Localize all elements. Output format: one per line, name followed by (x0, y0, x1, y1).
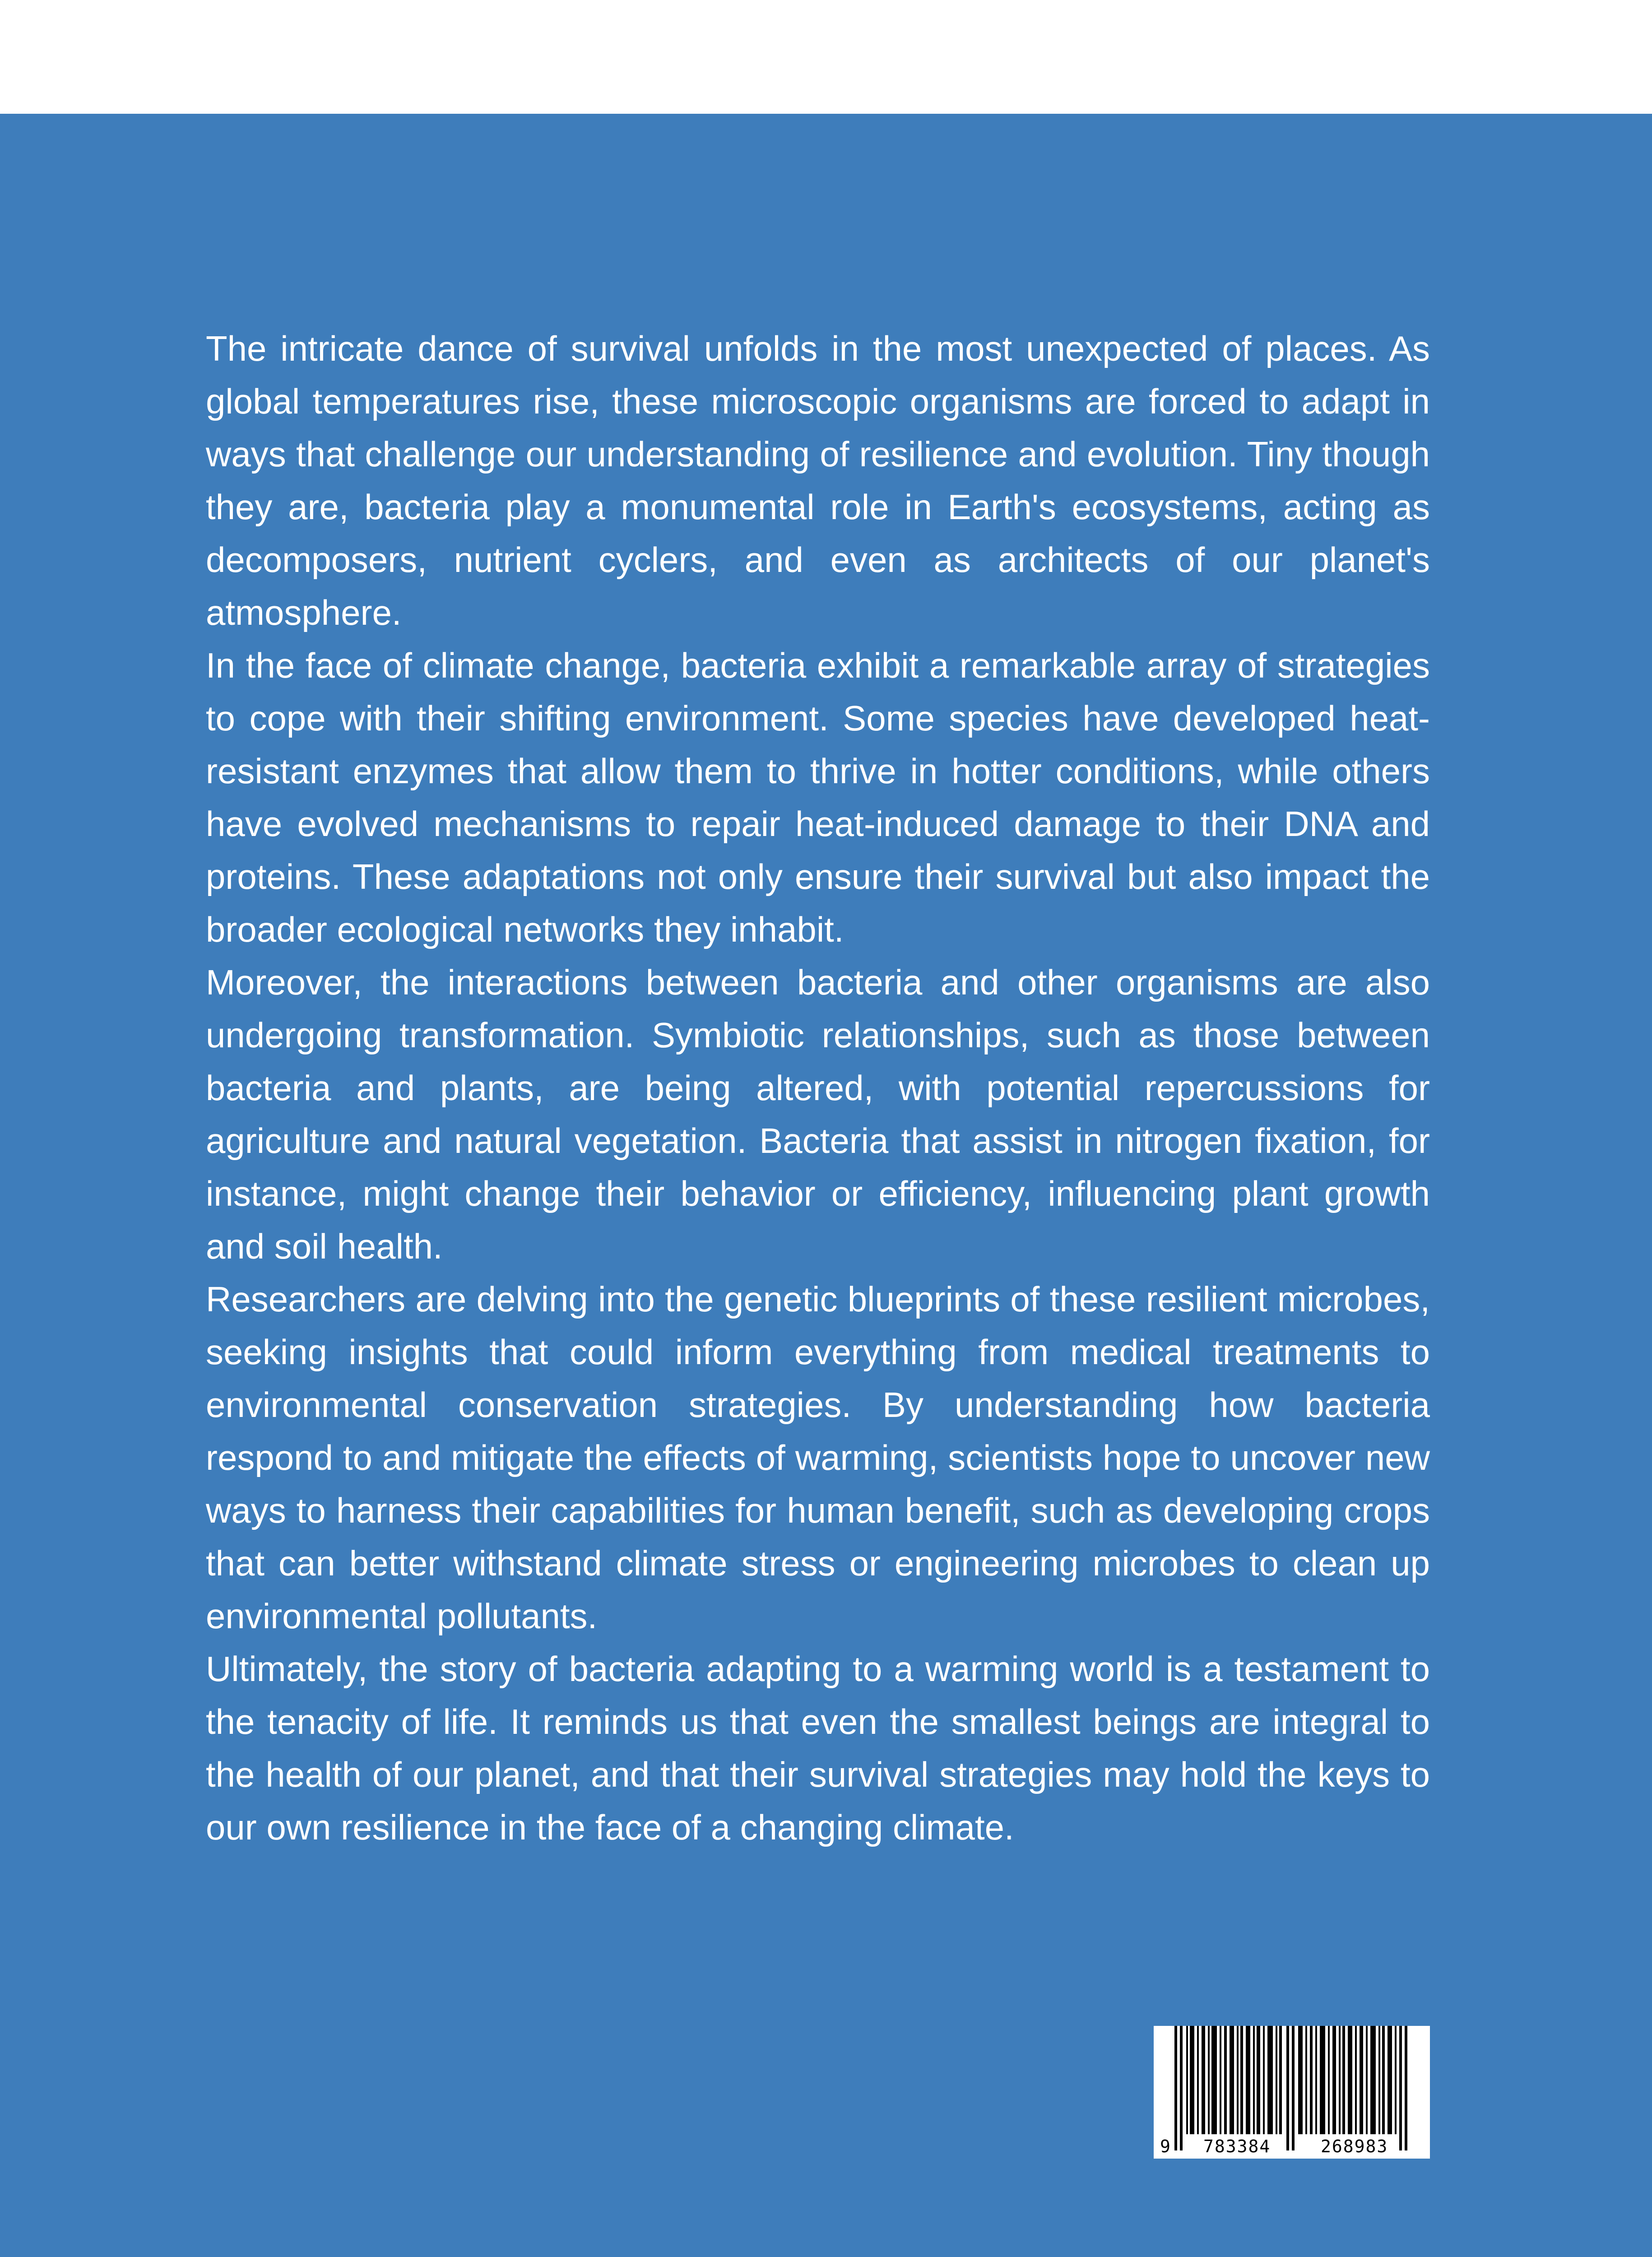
barcode-bars (1154, 2026, 1430, 2159)
back-cover-blurb (206, 322, 1430, 1854)
isbn-barcode (1154, 2026, 1430, 2159)
barcode-left-digits: 783384 (1203, 2136, 1271, 2156)
blurb-paragraph-3: Moreover, the interactions between bacteria and other organisms are also undergoing transformation. Symbiotic relationships, such as those between bacteria and plants, are being altered, with potential repercussions for agriculture and natural vegetation. Bacteria that assist in nitrogen fixation, for instance, might change their behavior or efficiency, influencing plant growth and soil health. (206, 962, 1430, 1266)
barcode-first-digit: 9 (1160, 2136, 1171, 2156)
barcode-right-digits: 268983 (1321, 2136, 1388, 2156)
blurb-paragraph-1: The intricate dance of survival unfolds in the most unexpected of places. As global temperatures rise, these microscopic organisms are forced to adapt in ways that challenge our understanding of resilience and evolution. Tiny though they are, bacteria play a monumental role in Earth's ecosystems, acting as decomposers, nutrient cyclers, and even as architects of our planet's atmosphere. (206, 329, 1430, 632)
blurb-paragraph-2: In the face of climate change, bacteria exhibit a remarkable array of strategies to cope with their shifting environment. Some species have developed heat-resistant enzymes that allow them to thrive in hotter conditions, while others have evolved mechanisms to repair heat-induced damage to their DNA and proteins. These adaptations not only ensure their survival but also impact the broader ecological networks they inhabit. (206, 646, 1430, 949)
blurb-paragraph-5: Ultimately, the story of bacteria adapting to a warming world is a testament to the tenacity of life. It reminds us that even the smallest beings are integral to the health of our planet, and that their survival strategies may hold the keys to our own resilience in the face of a changing climate. (206, 1649, 1430, 1847)
top-white-strip (0, 0, 1652, 114)
blurb-paragraph-4: Researchers are delving into the genetic blueprints of these resilient microbes, seeking insights that could inform everything from medical treatments to environmental conservation strategies. By understanding how bacteria respond to and mitigate the effects of warming, scientists hope to uncover new ways to harness their capabilities for human benefit, such as developing crops that can better withstand climate stress or engineering microbes to clean up environmental pollutants. (206, 1279, 1430, 1636)
